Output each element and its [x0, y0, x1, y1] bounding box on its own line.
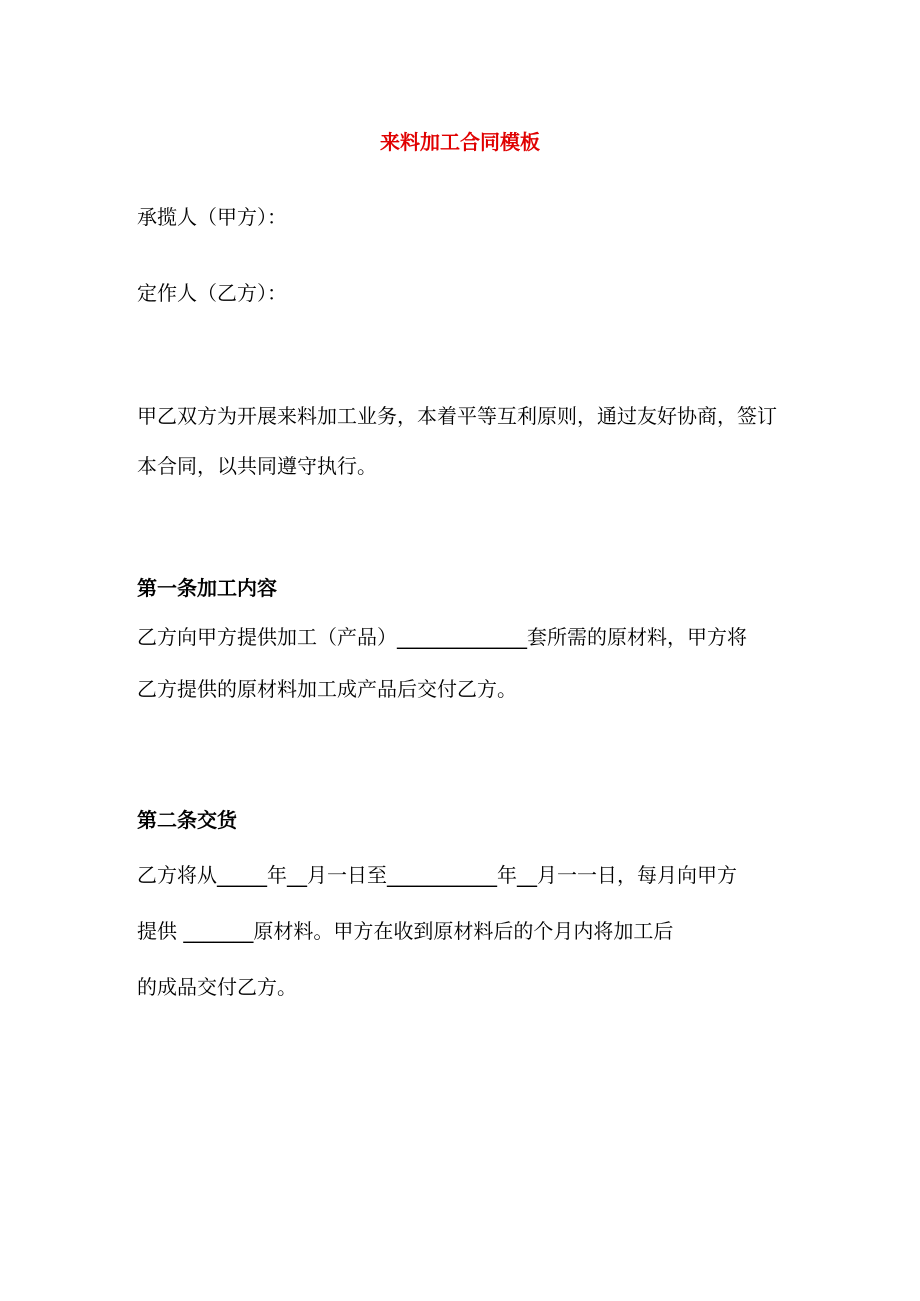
article-1-heading: 第一条加工内容: [137, 576, 277, 600]
article-1-line-2: 乙方提供的原材料加工成产品后交付乙方。: [137, 677, 517, 701]
article-2-line-3: 的成品交付乙方。: [137, 975, 297, 999]
party-b-label: 定作人（乙方）：: [137, 281, 287, 305]
intro-paragraph-line-1: 甲乙双方为开展来料加工业务，本着平等互利原则，通过友好协商，签订: [137, 404, 777, 428]
article-1-line-1: 乙方向甲方提供加工（产品）_____________套所需的原材料，甲方将: [137, 625, 747, 649]
article-2-line-1: 乙方将从_____年__月一日至___________年__月一一日，每月向甲方: [137, 863, 737, 887]
intro-paragraph-line-2: 本合同，以共同遵守执行。: [137, 454, 377, 478]
document-title: 来料加工合同模板: [380, 130, 540, 154]
party-a-label: 承揽人（甲方）：: [137, 205, 287, 229]
article-2-heading: 第二条交货: [137, 808, 237, 832]
article-2-line-2: 提供 _______原材料。甲方在收到原材料后的个月内将加工后: [137, 919, 674, 943]
